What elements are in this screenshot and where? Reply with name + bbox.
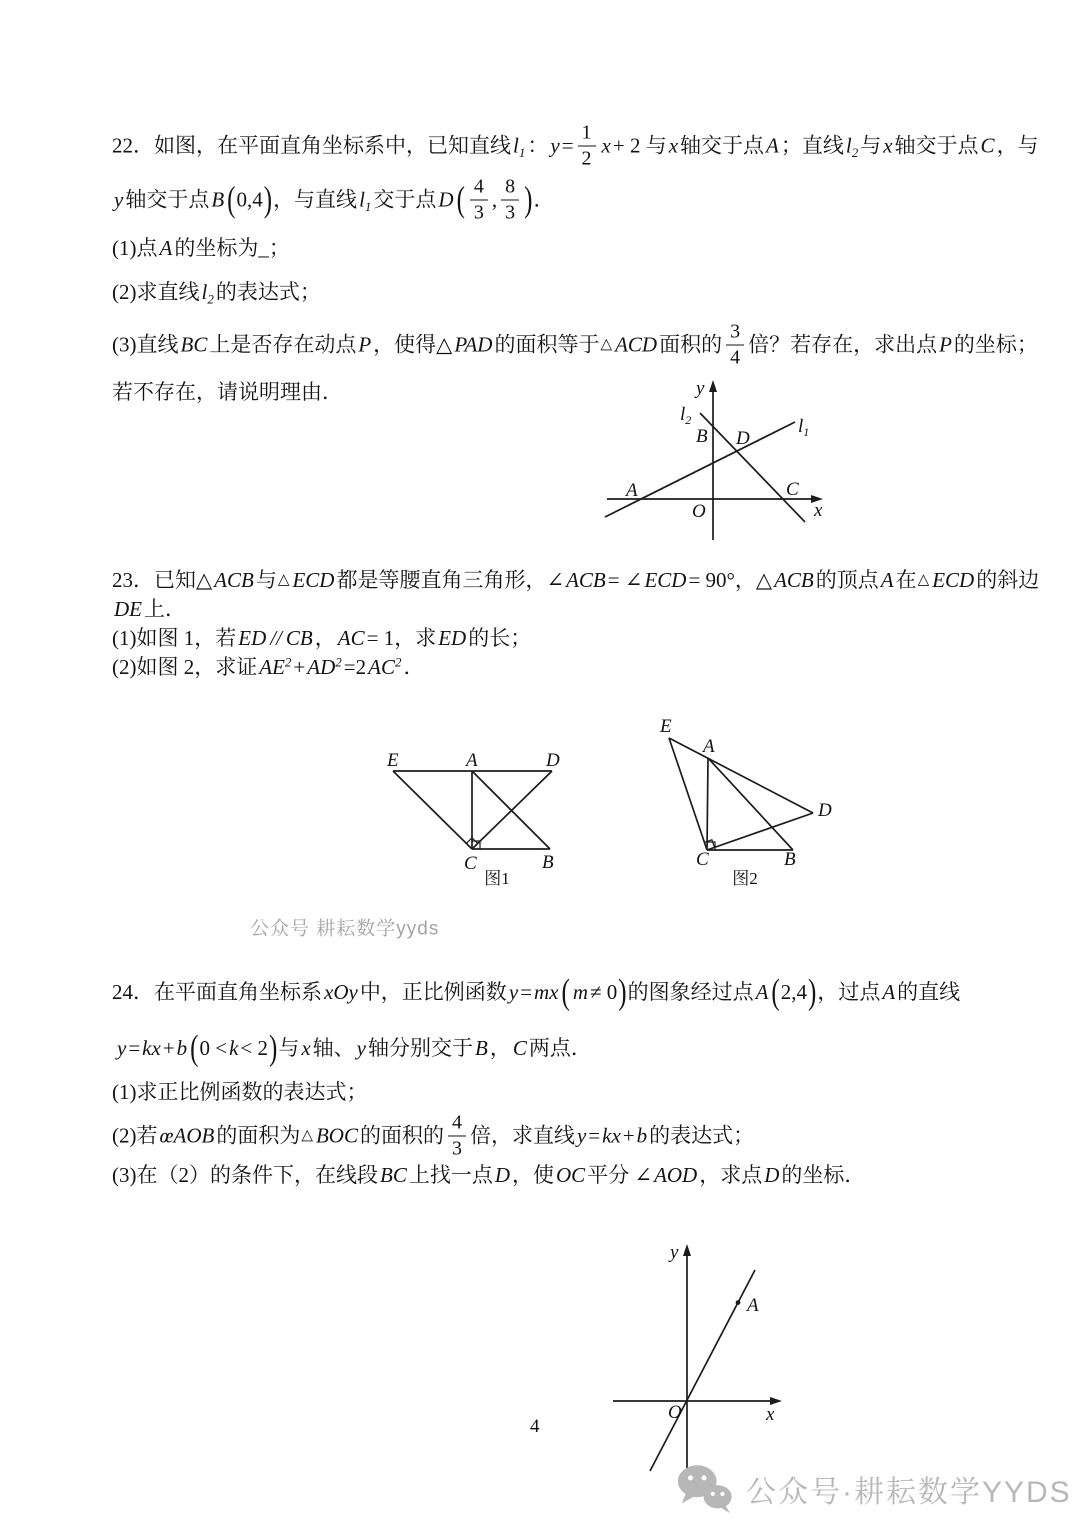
label-point-a: A xyxy=(747,1295,759,1316)
y-axis-arrow-icon xyxy=(683,1244,691,1256)
problem-22-question-2: (2)求直线 $l_2$ 的表达式； xyxy=(112,279,321,307)
label-x-axis: x xyxy=(814,500,823,521)
problem-23-figure-1 xyxy=(385,722,575,887)
label-line-l1: $l_1$ xyxy=(798,416,810,439)
problem-22-question-3-line-2: 若不存在，请说明理由． xyxy=(112,379,343,404)
label-x-axis: x xyxy=(766,1404,775,1425)
label-point-b: B xyxy=(696,426,708,447)
problem-22-question-1: (1)点 A 的坐标为_； xyxy=(112,235,290,260)
page-number: 4 xyxy=(530,1416,540,1437)
problem-22-question-3-line-1: (3)直线 BC 上是否存在动点 P ，使得△ PAD 的面积等于 △ ACD 面积的 $\frac{3}{4}$ 倍？若存在，求出点 P 的坐标； xyxy=(112,320,1038,369)
problem-24-question-2: (2)若 œAOB 的面积为 △ BOC 的面积的 $\frac{4}{3}$ 倍，求直线 y = kx + b 的表达式； xyxy=(112,1111,755,1160)
problem-24-statement-line-1: 24．在平面直角坐标系 xOy 中，正比例函数 y = mx ( m ≠ 0 ) 的图象经过点 A ( 2,4 ) ，过点 A 的直线 xyxy=(112,972,961,1012)
segment-ac xyxy=(707,758,708,850)
point-a-dot xyxy=(736,1300,741,1305)
problem-22-coordinate-figure xyxy=(592,376,836,542)
problem-23-statement-line-2: DE 上． xyxy=(114,596,186,621)
problem-24-question-3: (3)在（2）的条件下，在线段 BC 上找一点 D ，使 OC 平分 ∠ AOD ，求点 D 的坐标． xyxy=(112,1162,866,1187)
footer-brand-text: 公众号·耕耘数学YYDS xyxy=(746,1476,1072,1509)
problem-22-statement-line-1: 22．如图，在平面直角坐标系中，已知直线 $l_1$ ： y = $\frac{1}{2}$ x + 2 与 x 轴交于点 A ；直线 $l_2$ 与 x 轴交于点 C ，与 xyxy=(112,121,1039,170)
y-axis-arrow-icon xyxy=(709,380,717,392)
problem-23-figure-2 xyxy=(638,712,843,892)
problem-23-question-1: (1)如图 1，若 ED // CB ， AC = 1，求 ED 的长； xyxy=(112,625,532,650)
label-point-d: D xyxy=(736,428,750,449)
figure-1-caption: 图1 xyxy=(484,869,510,887)
line-l2 xyxy=(700,413,805,522)
segment-cd xyxy=(707,813,813,850)
label-point-c: C xyxy=(464,853,477,874)
problem-24-coordinate-figure xyxy=(608,1238,793,1483)
wechat-icon xyxy=(674,1461,736,1517)
problem-24-statement-line-2: y = kx + b ( 0 < k < 2 ) 与 x 轴、 y 轴分别交于 B ， C 两点． xyxy=(117,1028,592,1068)
label-point-a: A xyxy=(703,736,715,757)
problem-23-question-2: (2)如图 2，求证 $AE^2$ + $AD^2$ = 2 $AC^2$ ． xyxy=(112,654,425,679)
segment-ec xyxy=(393,771,472,849)
label-y-axis: y xyxy=(670,1242,679,1263)
label-point-a: A xyxy=(626,480,638,501)
label-point-a: A xyxy=(466,750,478,771)
label-point-c: C xyxy=(696,849,709,870)
label-origin: O xyxy=(668,1402,682,1423)
footer-brand xyxy=(674,1461,1072,1517)
label-point-b: B xyxy=(784,849,796,870)
label-point-e: E xyxy=(660,716,672,737)
figure-2-caption: 图2 xyxy=(732,869,758,888)
problem-22-statement-line-2: y 轴交于点 B ( 0,4 ) ，与直线 $l_1$ 交于点 D ( $\frac{4}{3}$ , $\frac{8}{3}$ ) ． xyxy=(114,175,555,224)
label-y-axis: y xyxy=(696,378,705,399)
label-point-d: D xyxy=(818,800,832,821)
label-point-b: B xyxy=(542,852,554,873)
label-origin: O xyxy=(692,501,706,522)
label-point-c: C xyxy=(786,479,799,500)
segment-ab xyxy=(708,758,793,850)
label-point-d: D xyxy=(546,750,560,771)
problem-24-question-1: (1)求正比例函数的表达式； xyxy=(112,1079,368,1104)
problem-23-statement-line-1: 23．已知△ ACB 与 △ ECD 都是等腰直角三角形，∠ ACB = ∠ ECD = 90°，△ ACB 的顶点 A 在 △ ECD 的斜边 xyxy=(112,567,1040,592)
line-y-mx xyxy=(650,1270,755,1471)
label-line-l2: $l_2$ xyxy=(680,404,692,427)
watermark-text: 公众号 耕耘数学yyds xyxy=(250,918,440,940)
label-point-e: E xyxy=(387,750,399,771)
